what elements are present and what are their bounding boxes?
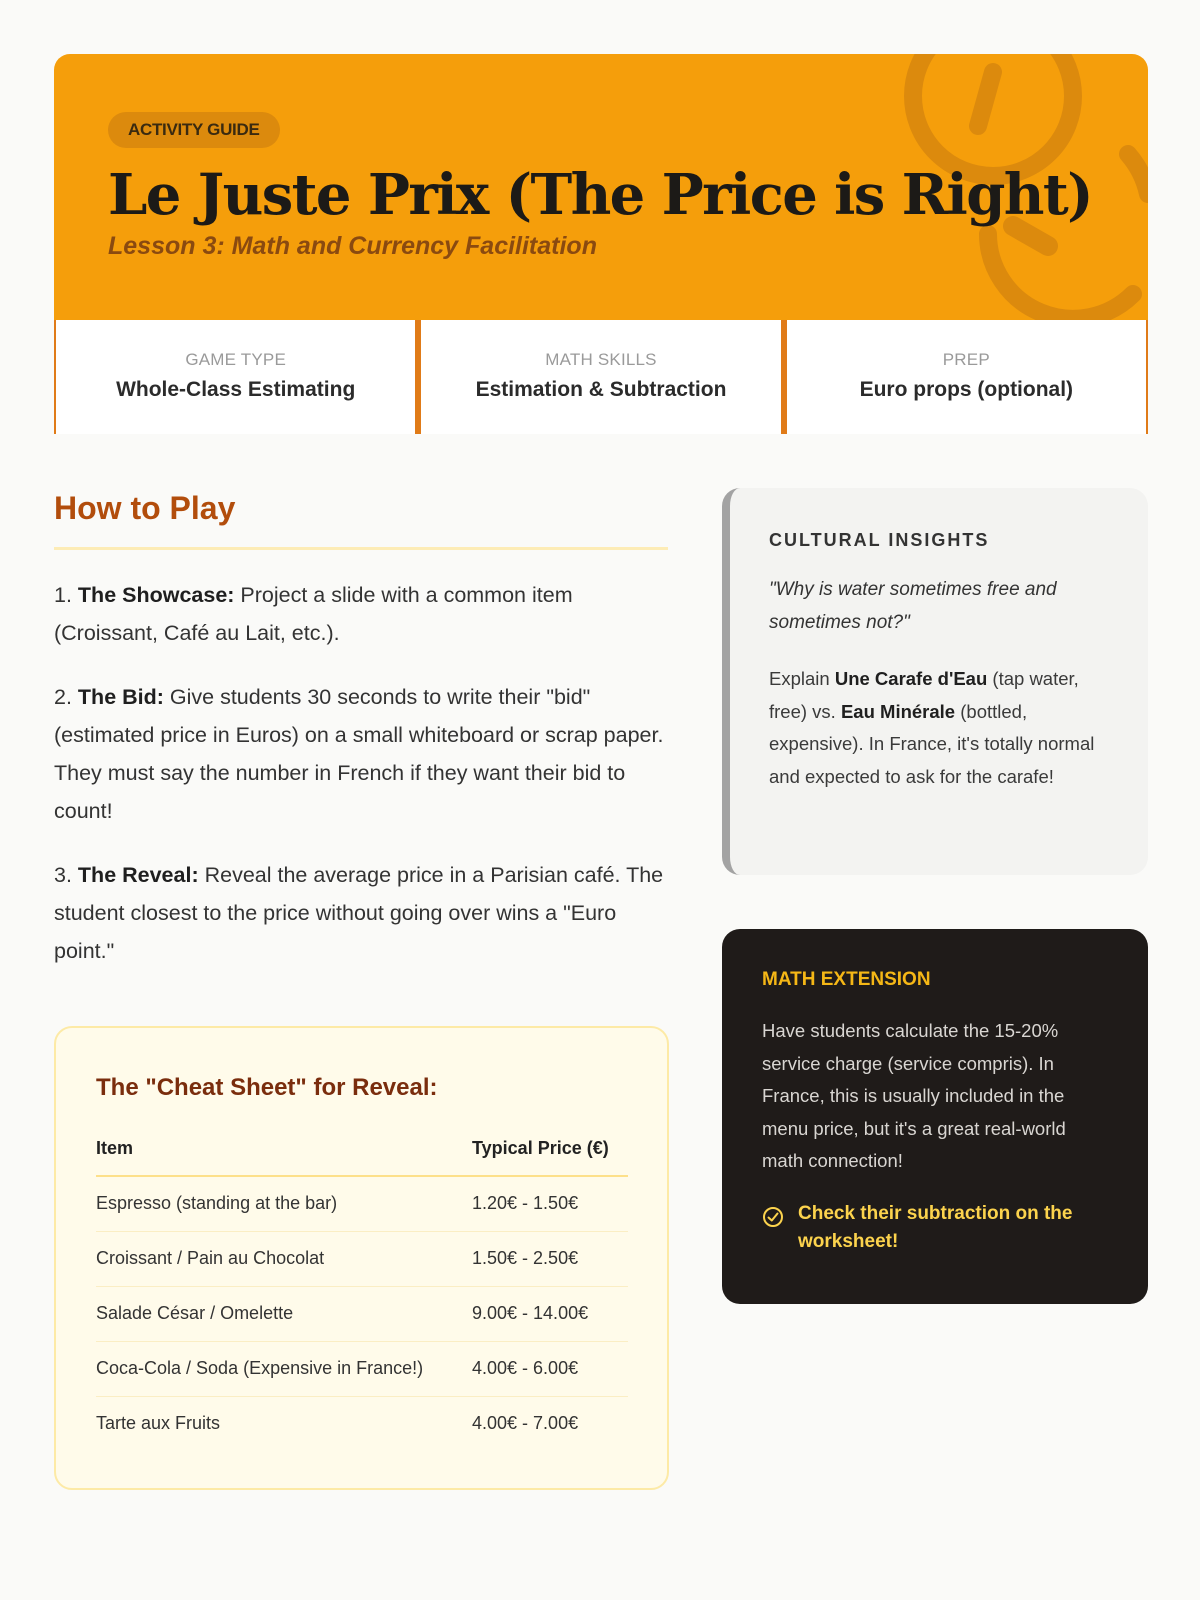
step-item <box>54 856 670 970</box>
table-row <box>96 1341 628 1396</box>
price-cell: 4.00€ - 7.00€ <box>472 1413 579 1434</box>
step-item <box>54 678 670 830</box>
price-table <box>96 1122 628 1451</box>
item-cell: Croissant / Pain au Chocolat <box>96 1231 472 1286</box>
insight-term: Une Carafe d'Eau <box>834 668 988 689</box>
column-header-price: Typical Price (€) <box>472 1122 628 1176</box>
item-cell: Coca-Cola / Soda (Expensive in France!) <box>96 1341 472 1396</box>
steps-list <box>54 576 670 996</box>
step-text: Give students 30 seconds to write their "bid" (estimated price in Euros) on a small whiteboard or scrap paper. They must say the number in French if they want their bid to count! <box>54 685 664 823</box>
price-cell: 9.00€ - 14.00€ <box>472 1286 628 1341</box>
table-row <box>96 1231 628 1286</box>
cultural-insights-quote: "Why is water sometimes free and sometimes not?" <box>769 579 1057 633</box>
how-to-play-heading: How to Play <box>54 490 236 526</box>
price-cell: 4.00€ - 6.00€ <box>472 1341 628 1396</box>
stat-value: Whole-Class Estimating <box>116 378 356 401</box>
math-extension-heading: MATH EXTENSION <box>762 969 931 990</box>
price-cell: 1.20€ - 1.50€ <box>472 1176 628 1231</box>
stat-prep <box>781 320 1146 434</box>
math-extension-card <box>722 929 1148 1304</box>
cultural-insights-card <box>722 488 1148 875</box>
math-extension-callout <box>762 1200 1108 1256</box>
column-header-item: Item <box>96 1122 472 1176</box>
insight-text: (tap water, free) vs. <box>769 668 1079 722</box>
step-text: Reveal the average price in a Parisian café. The student closest to the price without going over wins a "Euro point." <box>54 863 664 963</box>
item-cell: Tarte aux Fruits <box>96 1413 221 1434</box>
insight-text: Explain <box>769 668 835 689</box>
stat-label: MATH SKILLS <box>545 350 657 369</box>
insight-term: Eau Minérale <box>840 700 956 722</box>
section-divider <box>54 547 668 550</box>
item-cell: Salade César / Omelette <box>96 1286 472 1341</box>
math-extension-body: Have students calculate the 15-20% service charge (service compris). In France, this is usually included in the menu price, but it's a great real-world math connection! <box>762 1020 1066 1171</box>
page-subtitle: Lesson 3: Math and Currency Facilitation <box>108 232 597 260</box>
stat-value: Estimation & Subtraction <box>475 378 727 401</box>
stat-game-type <box>56 320 415 434</box>
step-number: 2. <box>54 685 72 709</box>
step-title: The Bid: <box>77 685 164 709</box>
table-row <box>96 1176 628 1231</box>
step-title: The Showcase: <box>77 583 235 607</box>
table-row <box>96 1396 628 1451</box>
stat-value: Euro props (optional) <box>859 378 1074 401</box>
check-circle-icon <box>762 1206 784 1228</box>
table-row <box>96 1286 628 1341</box>
step-title: The Reveal: <box>77 863 199 887</box>
cheat-sheet-title: The "Cheat Sheet" for Reveal: <box>96 1074 438 1101</box>
stat-label: PREP <box>942 350 990 369</box>
math-extension-cta: Check their subtraction on the worksheet! <box>798 1202 1073 1252</box>
step-number: 3. <box>54 863 72 887</box>
stats-strip <box>54 320 1148 434</box>
cultural-insights-body <box>769 663 1108 793</box>
cheat-sheet-card <box>54 1026 669 1490</box>
header-banner <box>54 54 1148 320</box>
activity-badge: ACTIVITY GUIDE <box>108 112 280 148</box>
stat-math-skills <box>415 320 780 434</box>
stat-label: GAME TYPE <box>185 350 286 369</box>
price-cell: 1.50€ - 2.50€ <box>472 1231 628 1286</box>
step-item <box>54 576 670 652</box>
insight-text: (bottled, expensive). In France, it's totally normal and expected to ask for the carafe! <box>769 700 1095 787</box>
step-text: Project a slide with a common item (Croissant, Café au Lait, etc.). <box>54 583 573 645</box>
table-header-row <box>96 1122 628 1176</box>
step-number: 1. <box>54 583 72 607</box>
page-title: Le Juste Prix (The Price is Right) <box>108 162 1093 228</box>
cultural-insights-heading: CULTURAL INSIGHTS <box>769 530 990 550</box>
item-cell: Espresso (standing at the bar) <box>96 1176 472 1231</box>
